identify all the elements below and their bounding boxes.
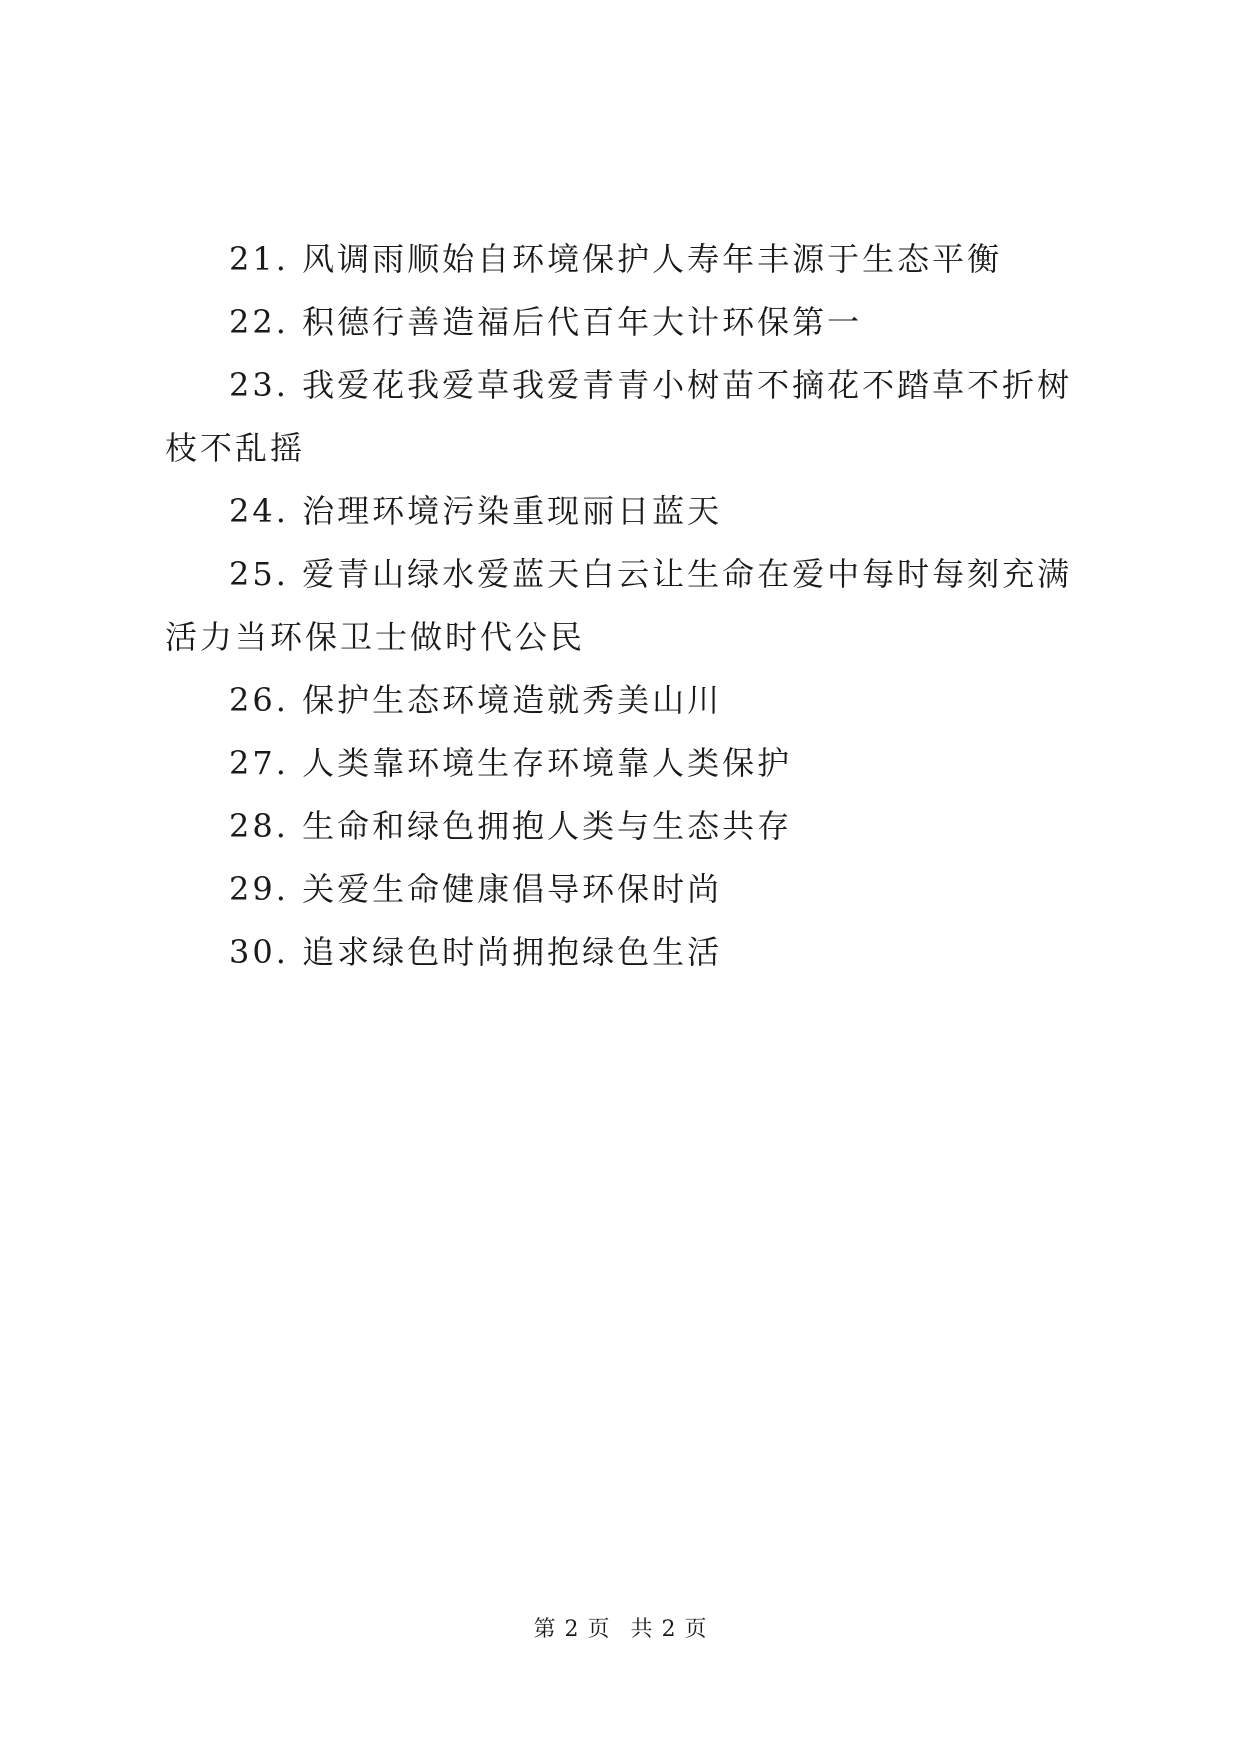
list-item: 26. 保护生态环境造就秀美山川: [229, 681, 723, 719]
list-item: 27. 人类靠环境生存环境靠人类保护: [229, 744, 793, 782]
page-footer: [0, 1612, 1241, 1643]
page-number: 第 2 页: [533, 1617, 611, 1642]
list-item: 21. 风调雨顺始自环境保护人寿年丰源于生态平衡: [229, 240, 1003, 278]
page-total: 共 2 页: [630, 1617, 708, 1642]
list-item: 22. 积德行善造福后代百年大计环保第一: [229, 303, 863, 341]
list-item: 23. 我爱花我爱草我爱青青小树苗不摘花不踏草不折树枝不乱摇: [165, 366, 1073, 467]
document-body: [165, 228, 1085, 984]
list-item: 30. 追求绿色时尚拥抱绿色生活: [229, 933, 723, 971]
list-item: 25. 爱青山绿水爱蓝天白云让生命在爱中每时每刻充满活力当环保卫士做时代公民: [165, 555, 1073, 656]
list-item: 24. 治理环境污染重现丽日蓝天: [229, 492, 723, 530]
list-item: 29. 关爱生命健康倡导环保时尚: [229, 870, 723, 908]
list-item: 28. 生命和绿色拥抱人类与生态共存: [229, 807, 793, 845]
